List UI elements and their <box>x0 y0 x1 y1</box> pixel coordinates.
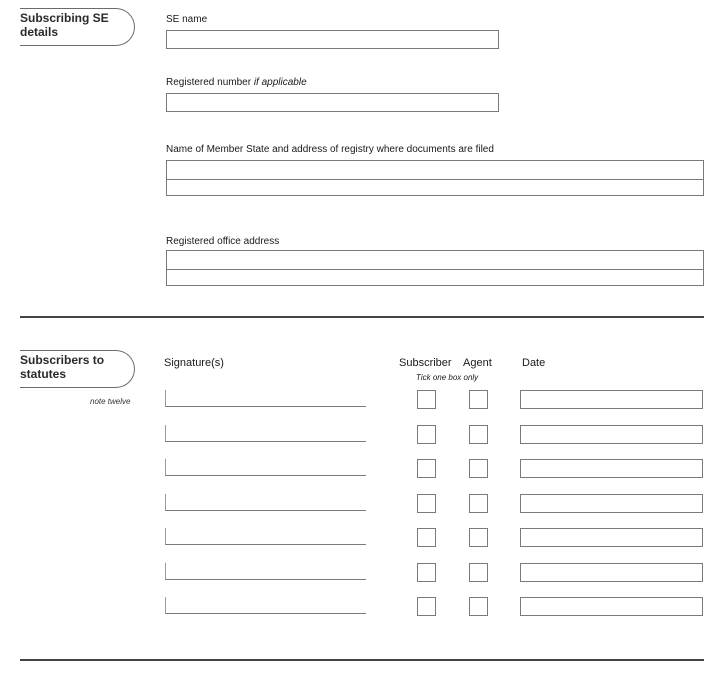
section-divider-bottom <box>20 659 704 661</box>
section-tab-subscribing-se <box>20 8 135 46</box>
date-field[interactable] <box>520 597 703 616</box>
agent-checkbox[interactable] <box>469 425 488 444</box>
date-field[interactable] <box>520 494 703 513</box>
signature-field[interactable] <box>165 528 366 545</box>
office-address-field-line2[interactable] <box>166 269 704 286</box>
section-divider-top <box>20 316 704 318</box>
office-address-field-line1[interactable] <box>166 250 704 270</box>
section-tab-subscribers <box>20 350 135 388</box>
subscriber-checkbox[interactable] <box>417 390 436 409</box>
signature-field[interactable] <box>165 494 366 511</box>
signature-field[interactable] <box>165 597 366 614</box>
date-field[interactable] <box>520 425 703 444</box>
date-field[interactable] <box>520 563 703 582</box>
date-field[interactable] <box>520 459 703 478</box>
agent-checkbox[interactable] <box>469 494 488 513</box>
subscriber-checkbox[interactable] <box>417 459 436 478</box>
registered-number-label-text: Registered number <box>166 77 252 88</box>
agent-checkbox[interactable] <box>469 597 488 616</box>
signature-field[interactable] <box>165 425 366 442</box>
date-column-header: Date <box>522 357 546 369</box>
section-tab-line2: statutes <box>20 367 67 381</box>
section-tab-line1: Subscribers to <box>20 353 105 367</box>
agent-checkbox[interactable] <box>469 459 488 478</box>
note-twelve: note twelve <box>90 397 131 406</box>
section-tab-line1: Subscribing SE <box>20 11 109 25</box>
signature-field[interactable] <box>165 563 366 580</box>
subscriber-checkbox[interactable] <box>417 425 436 444</box>
agent-column-header: Agent <box>463 357 492 369</box>
tick-one-box-note: Tick one box only <box>416 373 479 382</box>
member-state-label: Name of Member State and address of registry where documents are filed <box>166 144 494 155</box>
subscriber-checkbox[interactable] <box>417 494 436 513</box>
subscriber-column-header: Subscriber <box>399 357 452 369</box>
agent-checkbox[interactable] <box>469 528 488 547</box>
registered-number-qualifier: if applicable <box>253 77 307 88</box>
agent-checkbox[interactable] <box>469 563 488 582</box>
subscriber-checkbox[interactable] <box>417 597 436 616</box>
section-tab-line2: details <box>20 25 59 39</box>
member-state-field-line2[interactable] <box>166 179 704 196</box>
registered-number-label <box>166 77 307 88</box>
signature-field[interactable] <box>165 459 366 476</box>
agent-checkbox[interactable] <box>469 390 488 409</box>
se-name-field[interactable] <box>166 30 499 49</box>
office-address-label: Registered office address <box>166 236 280 247</box>
signature-column-header: Signature(s) <box>164 357 224 369</box>
subscriber-checkbox[interactable] <box>417 563 436 582</box>
date-field[interactable] <box>520 390 703 409</box>
se-name-label: SE name <box>166 14 208 25</box>
member-state-field-line1[interactable] <box>166 160 704 180</box>
date-field[interactable] <box>520 528 703 547</box>
registered-number-field[interactable] <box>166 93 499 112</box>
signature-field[interactable] <box>165 390 366 407</box>
subscriber-checkbox[interactable] <box>417 528 436 547</box>
